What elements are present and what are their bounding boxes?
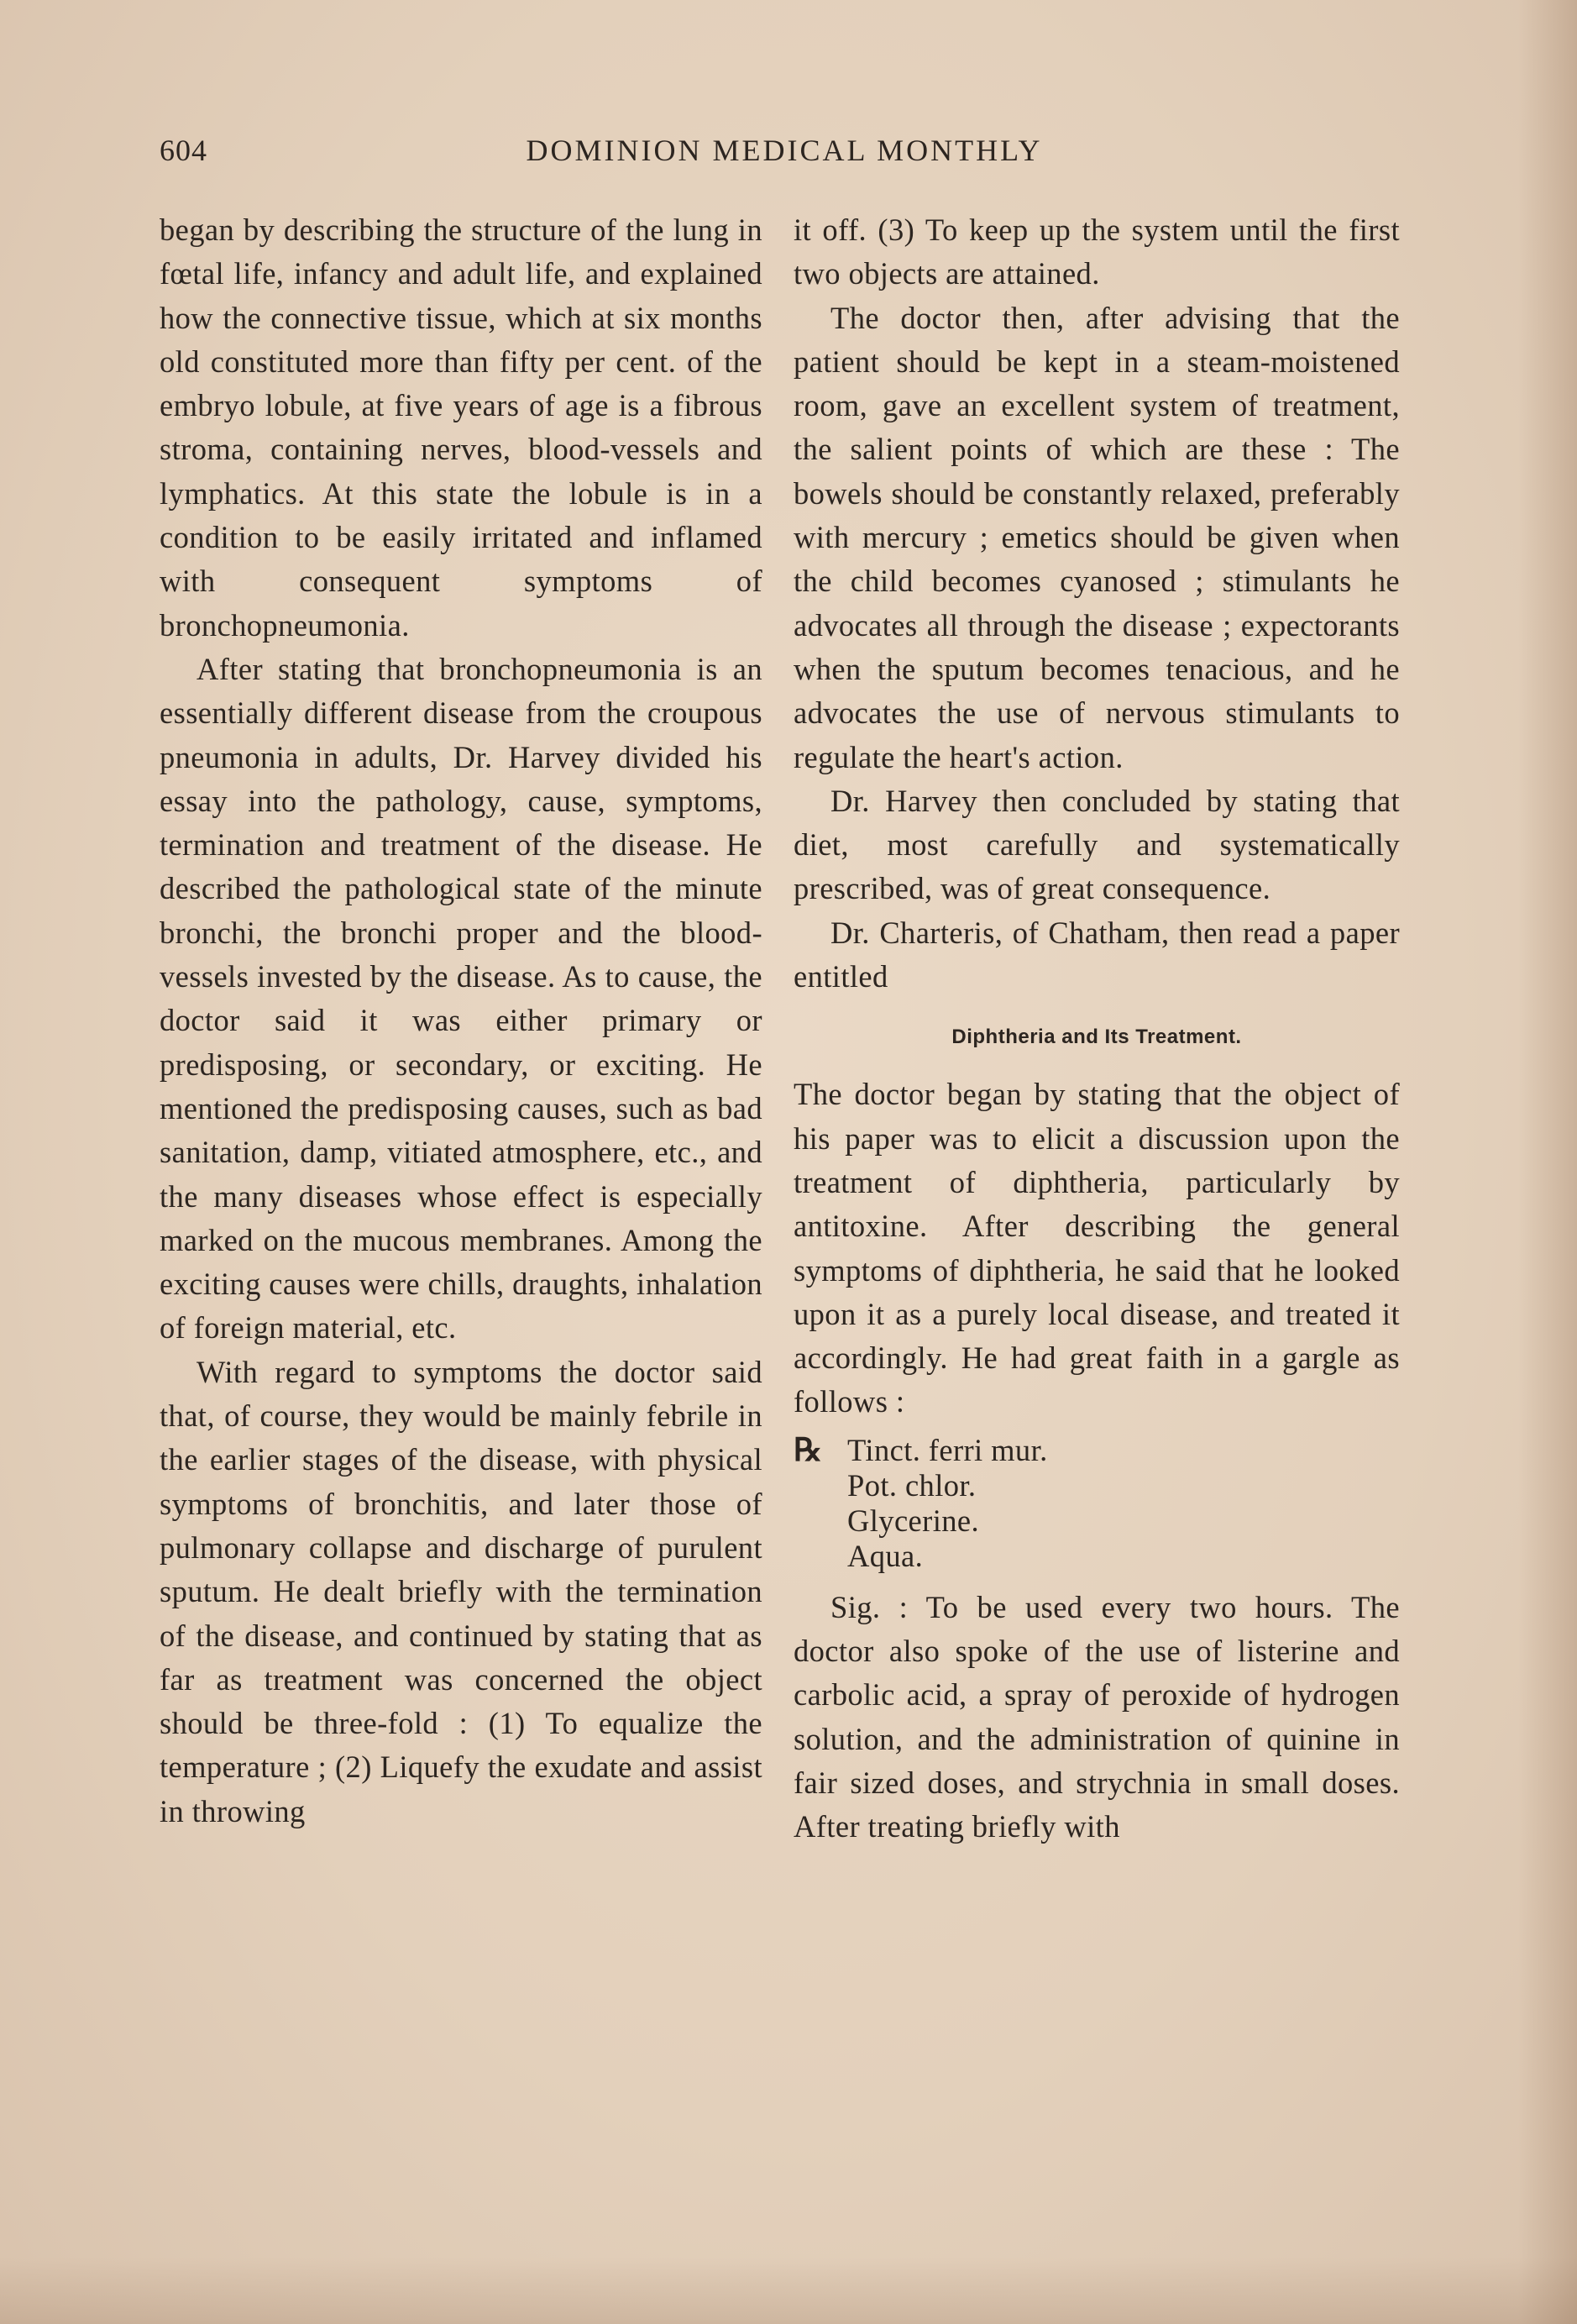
right-paragraph-4: Dr. Charteris, of Chatham, then read a paper entitled: [794, 915, 1400, 994]
page-number: 604: [160, 134, 207, 167]
page-edge-shadow-bottom: [0, 2257, 1577, 2324]
section-heading: Diphtheria and Its Treatment.: [951, 1026, 1242, 1049]
prescription-item: Tinct. ferri mur.: [847, 1432, 1048, 1467]
page-header: [160, 133, 1409, 183]
prescription-item: Glycerine.: [847, 1503, 980, 1538]
right-paragraph-3: Dr. Harvey then concluded by stating that diet, most carefully and systematically prescribed, was of great consequence.: [794, 783, 1400, 906]
left-column: [160, 208, 762, 1833]
right-column: [794, 208, 1400, 1849]
left-paragraph-2: After stating that bronchopneumonia is an essentially different disease from the croupous pneumonia in adults, Dr. Harvey divided his essay into the pathology, cause, symptoms, termination and treatment of the disease. He described the pathological state of the minute bronchi, the bronchi proper and the blood-vessels invested by the disease. As to cause, the doctor said it was either primary or predisposing, or secondary, or exciting. He mentioned the predisposing causes, such as bad sanitation, damp, vitiated atmosphere, etc., and the many diseases whose effect is especially marked on the mucous membranes. Among the exciting causes were chills, draughts, inhalation of foreign material, etc.: [160, 651, 762, 1346]
left-paragraph-3: With regard to symptoms the doctor said that, of course, they would be mainly febrile in the earlier stages of the disease, with physical symptoms of bronchitis, and later those of pulmonary collapse and discharge of purulent sputum. He dealt briefly with the termination of the disease, and continued by stating that as far as treatment was concerned the object should be three-fold : (1) To equalize the temperature ; (2) Liquefy the exudate and assist in throwing: [160, 1354, 762, 1828]
closing-paragraph: Sig. : To be used every two hours. The doctor also spoke of the use of listerine and carbolic acid, a spray of peroxide of hydrogen solution, and the administration of quinine in fair sized doses, and strychnia in small doses. After treating briefly with: [794, 1589, 1400, 1844]
prescription-rx-icon: ℞: [794, 1432, 823, 1468]
prescription: [794, 1433, 1400, 1574]
section-paragraph: The doctor began by stating that the object of his paper was to elicit a discussion upon the treatment of diphtheria, particularly by antitoxine. After describing the general symptoms of diphtheria, he said that he looked upon it as a purely local disease, and treated it accordingly. He had great faith in a gargle as follows :: [794, 1077, 1400, 1419]
right-paragraph-1: it off. (3) To keep up the system until the first two objects are attained.: [794, 212, 1400, 291]
prescription-item: Pot. chlor.: [847, 1467, 977, 1503]
running-title: DOMINION MEDICAL MONTHLY: [526, 134, 1043, 167]
page-edge-shadow-right: [1518, 0, 1577, 2324]
right-paragraph-2: The doctor then, after advising that the patient should be kept in a steam-moistened room, gave an excellent system of treatment, the salient points of which are these : The bowels should be constantly relaxed, preferably with mercury ; emetics should be given when the child becomes cyanosed ; stimulants he advocates all through the disease ; expectorants when the sputum becomes tenacious, and he advocates the use of nervous stimulants to regulate the heart's action.: [794, 300, 1400, 774]
prescription-item: Aqua.: [847, 1538, 924, 1573]
left-paragraph-1: began by describing the structure of the lung in fœtal life, infancy and adult life, and explained how the connective tissue, which at six months old constituted more than fifty per cent. of the embryo lobule, at five years of age is a fibrous stroma, containing nerves, blood-vessels and lymphatics. At this state the lobule is in a condition to be easily irritated and inflamed with consequent symptoms of bronchopneumonia.: [160, 212, 762, 643]
